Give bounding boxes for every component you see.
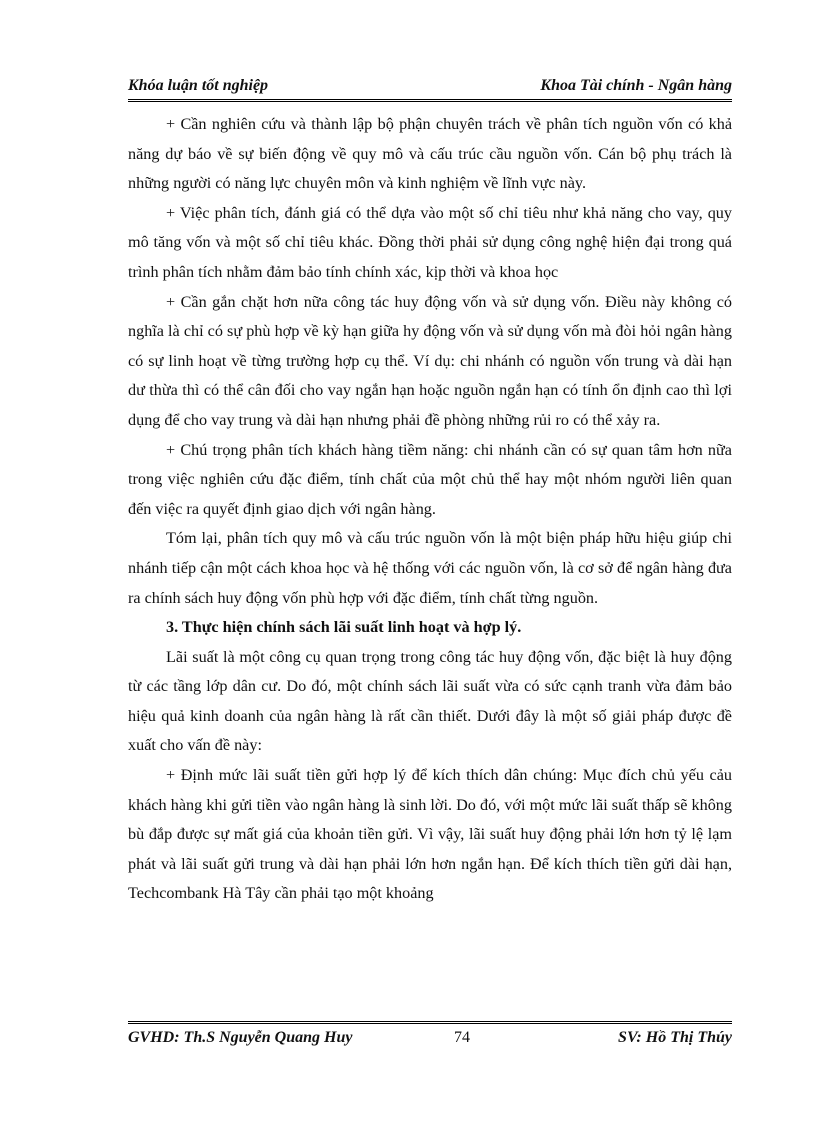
paragraph: + Định mức lãi suất tiền gửi hợp lý để kích thích dân chúng: Mục đích chủ yếu cảu khách hàng khi gửi tiền vào ngân hàng là sinh lời. Do đó, với một mức lãi suất thấp sẽ không bù đắp được sự mất giá của khoản tiền gửi. Vì vậy, lãi suất huy động phải lớn hơn tỷ lệ lạm phát và lãi suất gửi trung và dài hạn phải lớn hơn ngắn hạn. Để kích thích tiền gửi dài hạn, Techcombank Hà Tây cần phải tạo một khoảng (128, 766, 732, 903)
page-body (128, 110, 732, 909)
section-heading: 3. Thực hiện chính sách lãi suất linh hoạt và hợp lý. (166, 618, 522, 637)
paragraph: + Chú trọng phân tích khách hàng tiềm năng: chi nhánh cần có sự quan tâm hơn nữa trong việc nghiên cứu đặc điểm, tính chất của một chủ thể hay một nhóm người liên quan đến việc ra quyết định giao dịch với ngân hàng. (128, 440, 732, 518)
page-number: 74 (454, 1029, 470, 1046)
page-header (128, 76, 732, 98)
paragraph: Tóm lại, phân tích quy mô và cấu trúc nguồn vốn là một biện pháp hữu hiệu giúp chi nhánh tiếp cận một cách khoa học và hệ thống với các nguồn vốn, là cơ sở để ngân hàng đưa ra chính sách huy động vốn phù hợp với đặc điểm, tính chất từng nguồn. (128, 529, 732, 607)
footer-supervisor: GVHD: Th.S Nguyễn Quang Huy (128, 1029, 353, 1046)
footer-rule (128, 1021, 732, 1024)
header-thesis-title: Khóa luận tốt nghiệp (128, 77, 269, 94)
paragraph: Lãi suất là một công cụ quan trọng trong công tác huy động vốn, đặc biệt là huy động từ các tầng lớp dân cư. Do đó, một chính sách lãi suất vừa có sức cạnh tranh vừa đảm bảo hiệu quả kinh doanh của ngân hàng là rất cần thiết. Dưới đây là một số giải pháp được đề xuất cho vấn đề này: (128, 647, 732, 755)
paragraph: + Cần nghiên cứu và thành lập bộ phận chuyên trách về phân tích nguồn vốn có khả năng dự báo về sự biến động về quy mô và cấu trúc cầu nguồn vốn. Cán bộ phụ trách là những người có năng lực chuyên môn và kinh nghiệm về lĩnh vực này. (128, 115, 732, 193)
header-rule (128, 99, 732, 102)
paragraph: + Cần gắn chặt hơn nữa công tác huy động vốn và sử dụng vốn. Điều này không có nghĩa là chỉ có sự phù hợp về kỳ hạn giữa hy động vốn và sử dụng vốn mà đòi hỏi ngân hàng có sự linh hoạt về từng trường hợp cụ thể. Ví dụ: chi nhánh có nguồn vốn trung và dài hạn dư thừa thì có thể cân đối cho vay ngắn hạn hoặc nguồn ngắn hạn có tính ổn định cao thì lợi dụng để cho vay trung và dài hạn nhưng phải đề phòng những rủi ro có thể xảy ra. (128, 292, 732, 429)
page-footer (128, 1028, 732, 1050)
header-faculty: Khoa Tài chính - Ngân hàng (540, 77, 732, 94)
footer-student: SV: Hồ Thị Thúy (618, 1029, 732, 1046)
paragraph: + Việc phân tích, đánh giá có thể dựa vào một số chỉ tiêu như khả năng cho vay, quy mô tăng vốn và một số chỉ tiêu khác. Đồng thời phải sử dụng công nghệ hiện đại trong quá trình phân tích nhằm đảm bảo tính chính xác, kịp thời và khoa học (128, 203, 732, 281)
